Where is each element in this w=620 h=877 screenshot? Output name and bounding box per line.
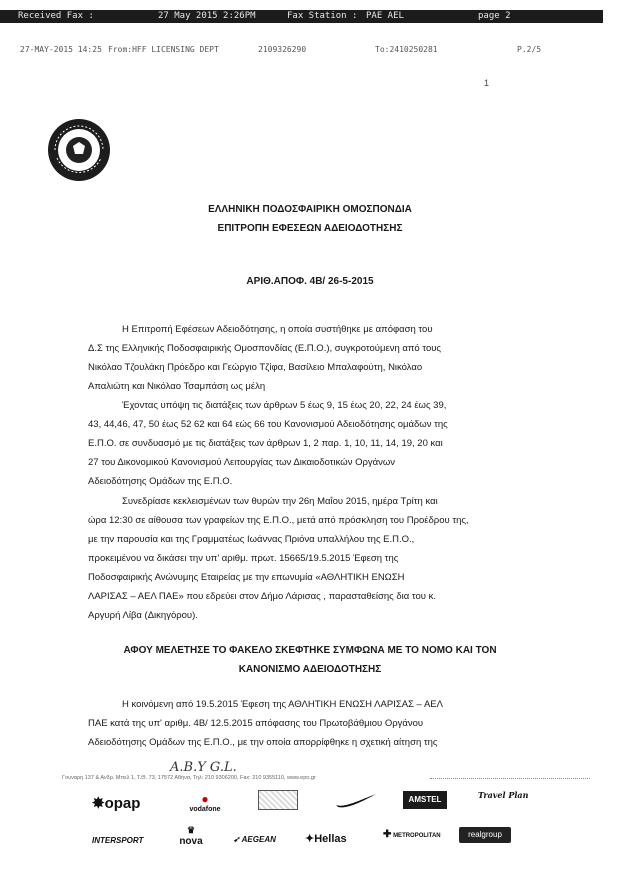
- sponsor-travel-plan-logo: Travel Plan: [478, 790, 529, 800]
- decision-number: ΑΡΙΘ.ΑΠΟΦ. 4Β/ 26-5-2015: [246, 276, 374, 287]
- fax-from: From:HFF LICENSING DEPT: [108, 45, 219, 54]
- aegean-bird-icon: ➶: [233, 835, 240, 844]
- text-line: 43, 44,46, 47, 50 έως 52 62 και 64 εώς 66 του Κανονισμού Αδειοδότησης ομάδων της: [88, 419, 448, 430]
- text-line: Δ.Σ της Ελληνικής Ποδοσφαιρικής Ομοσπονδίας (Ε.Π.Ο.), συγκροτούμενη από τους: [88, 343, 442, 354]
- fax-number: 2109326290: [258, 45, 307, 54]
- footer-address: Γουναρη 137 & Ανδρ. Μπελ 1, Τ.Θ. 73, 17572 Αθήνα, Τηλ: 210 9306200, Fax: 210 9355110, www.epo.gr: [62, 775, 316, 781]
- deliberation-heading-line1: ΑΦΟΥ ΜΕΛΕΤΗΣΕ ΤΟ ΦΑΚΕΛΟ ΣΚΕΦΤΗΚΕ ΣΥΜΦΩΝΑ ΜΕ ΤΟ ΝΟΜΟ ΚΑΙ ΤΟΝ: [123, 645, 497, 656]
- text-line: ΠΑΕ κατά της υπ' αριθμ. 4Β/ 12.5.2015 απόφασης του Πρωτοβάθμιου Οργάνου: [88, 718, 424, 729]
- fax-send-date: 27-MAY-2015 14:25: [20, 45, 102, 54]
- text-line: ΛΑΡΙΣΑΣ – ΑΕΛ ΠΑΕ» που εδρεύει στον Δήμο Λάρισας , παρασταθείσης δια του κ.: [88, 591, 437, 602]
- handwritten-initials: Α.Β.Υ G.L.: [170, 760, 237, 775]
- deliberation-heading-line2: ΚΑΝΟΝΙΣΜΟ ΑΔΕΙΟΔΟΤΗΣΗΣ: [238, 664, 382, 675]
- page-mark: 1: [484, 78, 490, 88]
- text-line: 27 του Δικονομικού Κανονισμού Λειτουργίας των Δικαιοδοτικών Οργάνων: [88, 457, 396, 468]
- fax-received-datetime: 27 May 2015 2:26PM: [158, 11, 256, 21]
- fax-station-name: PAE AEL: [366, 11, 404, 21]
- fax-header-bar: [0, 10, 603, 23]
- text-line: Αδειοδότησης Ομάδων της Ε.Π.Ο.: [88, 476, 233, 487]
- text-line: Ε.Π.Ο. σε συνδυασμό με τις διατάξεις των άρθρων 1, 2 παρ. 1, 10, 11, 14, 19, 20 και: [88, 438, 443, 449]
- sponsor-aegean-logo: ➶ AEGEAN: [233, 835, 276, 844]
- text-line: Ποδοσφαιρικής Ανώνυμης Εταιρείας με την επωνυμία «ΑΘΛΗΤΙΚΗ ΕΝΩΣΗ: [88, 572, 405, 583]
- committee-title: ΕΠΙΤΡΟΠΗ ΕΦΕΣΕΩΝ ΑΔΕΙΟΔΟΤΗΣΗΣ: [217, 223, 403, 234]
- sponsor-metropolitan-logo: ✚ METROPOLITAN: [383, 829, 441, 840]
- text-line: προκειμένου να δικάσει την υπ' αριθμ. πρωτ. 15665/19.5.2015 Έφεση της: [88, 553, 399, 564]
- nova-crown-icon: ♛: [186, 825, 196, 835]
- fax-page: page 2: [478, 11, 511, 21]
- text-line: Η κοινόμενη από 19.5.2015 Έφεση της ΑΘΛΗΤΙΚΗ ΕΝΩΣΗ ΛΑΡΙΣΑΣ – ΑΕΛ: [122, 699, 443, 710]
- opap-star-icon: ✸: [92, 795, 105, 812]
- footer-divider: [430, 778, 590, 779]
- sponsor-amstel-logo: AMSTEL: [403, 791, 447, 809]
- fax-received-label: Received Fax :: [18, 11, 94, 21]
- sponsor-intersport-logo: INTERSPORT: [92, 836, 144, 845]
- fax-transmission-line: [20, 45, 605, 56]
- text-line: Απαλιώτη και Νικόλαο Τσαμπάση ως μέλη: [88, 381, 266, 392]
- text-line: Αδειοδότησης Ομάδων της Ε.Π.Ο., με την οποία απορρίφθηκε η σχετική αίτηση της: [88, 737, 438, 748]
- sponsor-opap-logo: ✸opap: [92, 795, 141, 812]
- text-line: Συνεδρίασε κεκλεισμένων των θυρών την 26η Μαΐου 2015, ημέρα Τρίτη και: [122, 496, 438, 507]
- text-line: Αργυρή Λίβα (Δικηγόρου).: [88, 610, 198, 621]
- text-line: Η Επιτροπή Εφέσεων Αδειοδότησης, η οποία συστήθηκε με απόφαση του: [122, 324, 433, 335]
- fax-to: To:2410250281: [375, 45, 438, 54]
- fax-page-count: P.2/5: [517, 45, 542, 54]
- paragraph-appeal: [88, 695, 502, 752]
- fax-station-label: Fax Station :: [287, 11, 358, 21]
- sponsor-nike-swoosh-icon: [334, 791, 378, 809]
- sponsor-vodafone-logo: ● vodafone: [183, 792, 227, 813]
- text-line: ώρα 12:30 σε αίθουσα των γραφείων της Ε.Π.Ο., μετά από πρόσκληση του Προέδρου της,: [88, 515, 469, 526]
- text-line: Έχοντας υπόψη τις διατάξεις των άρθρων 5 έως 9, 15 έως 20, 22, 24 έως 39,: [122, 400, 447, 411]
- sponsor-lottery-logo: [258, 790, 298, 810]
- paragraph-legal-basis: [88, 396, 502, 491]
- text-line: με την παρουσία και της Γραμματέως Ιωάννας Πριόνα υπαλλήλου της Ε.Π.Ο.,: [88, 534, 415, 545]
- sponsor-hellas-logo: ✦Hellas: [305, 833, 347, 845]
- paragraph-committee: [88, 320, 502, 396]
- federation-seal-logo: [47, 118, 111, 182]
- sponsor-realgroup-logo: realgroup: [459, 827, 511, 843]
- organization-title: ΕΛΛΗΝΙΚΗ ΠΟΔΟΣΦΑΙΡΙΚΗ ΟΜΟΣΠΟΝΔΙΑ: [208, 204, 412, 215]
- paragraph-session: [88, 492, 502, 625]
- hellas-star-icon: ✦: [305, 833, 315, 845]
- metropolitan-icon: ✚: [383, 829, 392, 840]
- vodafone-icon: ●: [201, 792, 209, 806]
- sponsor-nova-logo: ♛ nova: [179, 825, 203, 847]
- text-line: Νικόλαο Τζουλάκη Πρόεδρο και Γεώργιο Τζίφα, Βασίλειο Μπαλαφούτη, Νικόλαο: [88, 362, 423, 373]
